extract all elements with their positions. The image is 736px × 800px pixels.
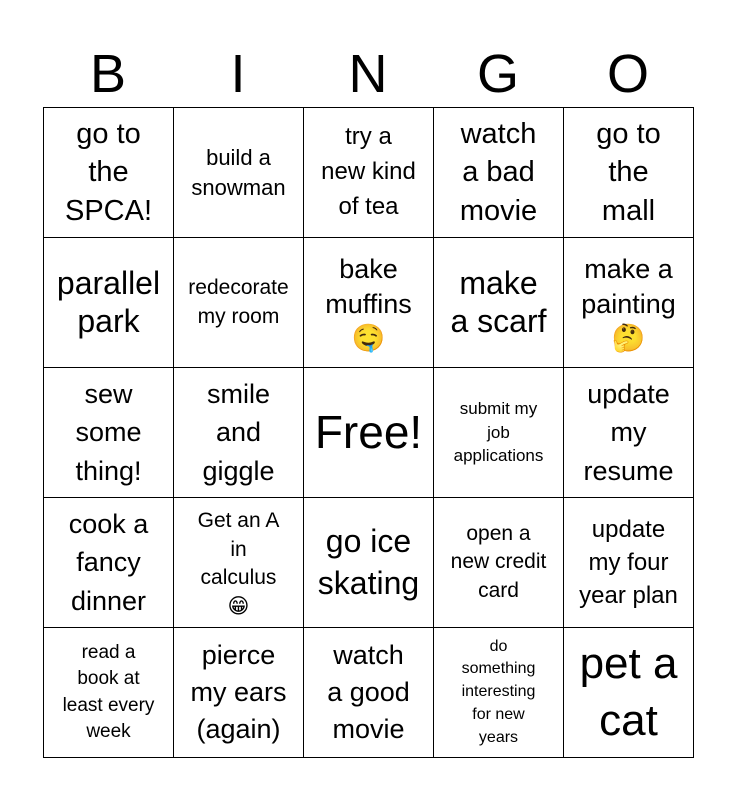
cell-text: update my four year plan xyxy=(579,515,678,610)
bingo-cell[interactable] xyxy=(44,368,174,498)
bingo-cell[interactable] xyxy=(304,238,434,368)
bingo-cell[interactable] xyxy=(174,108,304,238)
bingo-cell[interactable] xyxy=(564,108,694,238)
cell-text: make a painting xyxy=(581,253,676,319)
bingo-cell[interactable] xyxy=(434,628,564,758)
cell-text: pierce my ears (again) xyxy=(190,639,287,745)
thinking-face-icon: 🤔 xyxy=(611,322,646,354)
bingo-cell[interactable] xyxy=(564,498,694,628)
cell-text: sew some thing! xyxy=(75,379,142,486)
cell-text: smile and giggle xyxy=(202,379,275,486)
bingo-cell[interactable] xyxy=(44,108,174,238)
bingo-cell[interactable] xyxy=(174,368,304,498)
cell-text: watch a bad movie xyxy=(459,118,538,227)
header-letter-b: B xyxy=(89,44,127,104)
bingo-cell[interactable] xyxy=(304,108,434,238)
drooling-face-icon: 🤤 xyxy=(351,322,386,354)
bingo-board xyxy=(43,107,694,758)
cell-text: pet a cat xyxy=(579,639,678,745)
bingo-cell[interactable] xyxy=(434,368,564,498)
cell-text: Get an A in calculus xyxy=(197,509,280,590)
cell-text: submit my job applications xyxy=(453,399,544,466)
bingo-cell[interactable] xyxy=(174,628,304,758)
bingo-cell[interactable] xyxy=(564,628,694,758)
header-letter-g: G xyxy=(476,44,519,104)
bingo-cell[interactable] xyxy=(564,368,694,498)
bingo-cell-free[interactable] xyxy=(304,368,434,498)
cell-text: do something interesting for new years xyxy=(461,637,536,746)
cell-text: parallel park xyxy=(56,264,161,339)
bingo-cell[interactable] xyxy=(174,238,304,368)
bingo-cell[interactable] xyxy=(564,238,694,368)
free-space-label: Free! xyxy=(314,406,423,459)
cell-text: redecorate my room xyxy=(188,275,289,328)
cell-text: read a book at least every week xyxy=(62,642,155,742)
bingo-cell[interactable] xyxy=(44,498,174,628)
cell-text: build a snowman xyxy=(191,144,286,200)
cell-text: watch a good movie xyxy=(327,639,410,745)
cell-text: go to the mall xyxy=(596,118,661,227)
bingo-cell[interactable] xyxy=(44,238,174,368)
cell-text: open a new credit card xyxy=(450,521,547,602)
bingo-cell[interactable] xyxy=(304,628,434,758)
bingo-cell[interactable] xyxy=(44,628,174,758)
bingo-cell[interactable] xyxy=(174,498,304,628)
cell-text: cook a fancy dinner xyxy=(68,509,149,616)
header-letter-i: I xyxy=(230,44,246,104)
header-letter-o: O xyxy=(606,44,649,104)
cell-text: try a new kind of tea xyxy=(321,123,416,220)
grinning-face-icon: 😁 xyxy=(227,593,250,618)
cell-text: bake muffins xyxy=(325,253,412,319)
header-letter-n: N xyxy=(348,44,388,104)
bingo-cell[interactable] xyxy=(434,498,564,628)
cell-text: go ice skating xyxy=(317,522,420,601)
bingo-cell[interactable] xyxy=(304,498,434,628)
bingo-header xyxy=(43,40,693,108)
cell-text: make a scarf xyxy=(450,264,547,339)
cell-text: go to the SPCA! xyxy=(64,118,153,227)
cell-text: update my resume xyxy=(583,379,674,486)
bingo-cell[interactable] xyxy=(434,108,564,238)
bingo-cell[interactable] xyxy=(434,238,564,368)
